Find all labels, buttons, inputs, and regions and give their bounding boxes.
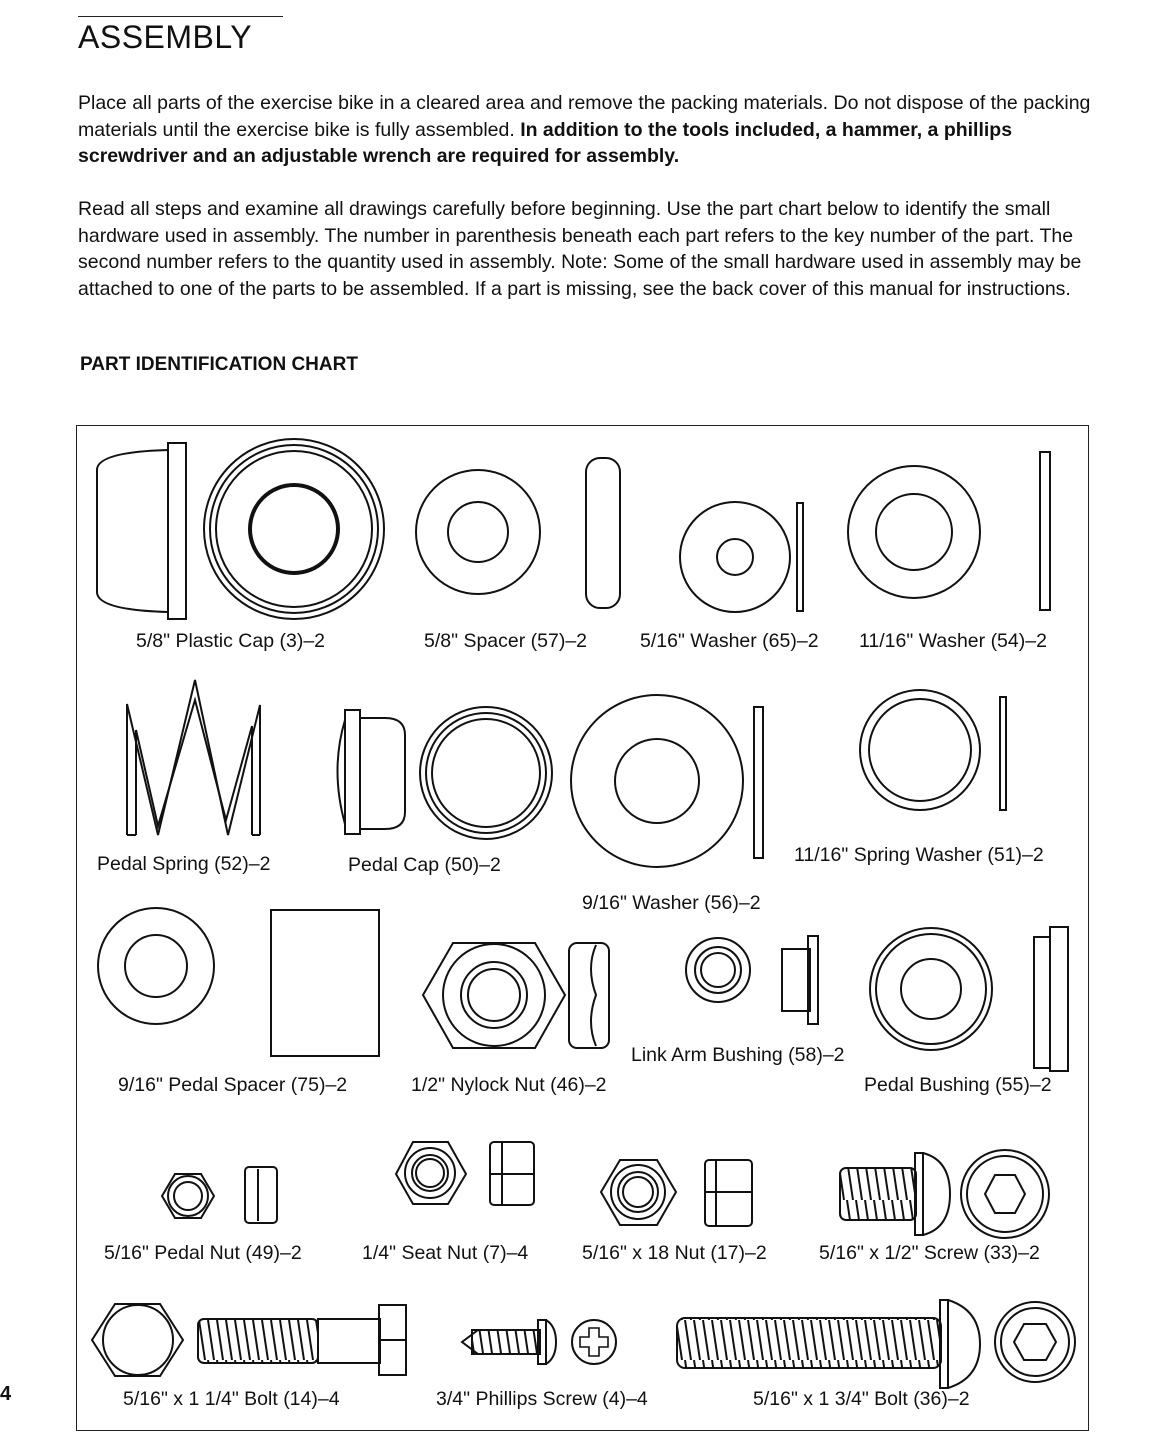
spring-icon [127, 680, 260, 835]
part-label-spacer: 5/8" Spacer (57)–2 [424, 630, 588, 652]
part-label-bolt-14: 5/16" x 1 1/4" Bolt (14)–4 [123, 1388, 340, 1410]
part-label-washer-54: 11/16" Washer (54)–2 [859, 630, 1047, 652]
pedal-spacer-icon [98, 908, 379, 1056]
screw-icon [840, 1150, 1049, 1238]
screw-icon [462, 1320, 616, 1364]
hex-nut-icon [162, 1167, 277, 1223]
part-label-spring-washer: 11/16" Spring Washer (51)–2 [794, 844, 1044, 866]
part-label-bolt-36: 5/16" x 1 3/4" Bolt (36)–2 [753, 1388, 970, 1410]
part-label-pedal-nut: 5/16" Pedal Nut (49)–2 [104, 1242, 302, 1264]
part-label-screw-33: 5/16" x 1/2" Screw (33)–2 [819, 1242, 1040, 1264]
bolt-icon [677, 1300, 1075, 1388]
spacer-icon [416, 458, 620, 608]
hex-nut-icon [396, 1142, 534, 1205]
hex-nut-icon [601, 1160, 752, 1226]
part-label-washer-65: 5/16" Washer (65)–2 [640, 630, 819, 652]
chart-title: PART IDENTIFICATION CHART [80, 354, 358, 375]
part-label-pedal-spring: Pedal Spring (52)–2 [97, 853, 271, 875]
page-number: 4 [0, 1383, 12, 1405]
plastic-cap-icon [97, 439, 384, 619]
part-label-pedal-spacer: 9/16" Pedal Spacer (75)–2 [118, 1074, 348, 1096]
bolt-icon [92, 1304, 406, 1376]
page-title: ASSEMBLY [78, 19, 253, 55]
part-label-pedal-bushing: Pedal Bushing (55)–2 [864, 1074, 1052, 1096]
washer-icon [848, 452, 1050, 610]
hex-nut-icon [423, 943, 609, 1048]
washer-icon [680, 502, 803, 612]
part-label-plastic-cap: 5/8" Plastic Cap (3)–2 [136, 630, 326, 652]
intro-paragraph-1-bold: In addition to the tools included, a hammer, a phillips screwdriver and an adjustable wrench are required for assembly. [78, 118, 1013, 167]
part-label-seat-nut: 1/4" Seat Nut (7)–4 [362, 1242, 529, 1264]
intro-paragraph-1-text: Place all parts of the exercise bike in a cleared area and remove the packing materials. Do not dispose of the packing materials until the exercise bike is fully assembled. [78, 92, 1091, 141]
part-label-washer-56: 9/16" Washer (56)–2 [582, 892, 761, 914]
washer-icon [571, 695, 763, 867]
bushing-icon [686, 936, 818, 1024]
part-label-nylock-nut: 1/2" Nylock Nut (46)–2 [411, 1074, 607, 1096]
part-label-link-arm-bushing: Link Arm Bushing (58)–2 [631, 1044, 845, 1066]
part-label-pedal-cap: Pedal Cap (50)–2 [348, 854, 501, 876]
pedal-cap-icon [338, 707, 553, 839]
part-label-phillips-screw: 3/4" Phillips Screw (4)–4 [436, 1388, 648, 1410]
spring-washer-icon [860, 690, 1006, 810]
intro-paragraph-2: Read all steps and examine all drawings carefully before beginning. Use the part chart below to identify the small hardware used in assembly. The number in parenthesis beneath each part refers to the key number of the part. The second number refers to the quantity used in assembly. Note: Some of the small hardware used in assembly may be attached to one of the parts to be assembled. If a part is missing, see the back cover of this manual for instructions. [78, 198, 1082, 300]
pedal-bushing-icon [870, 927, 1068, 1071]
part-label-nut-17: 5/16" x 18 Nut (17)–2 [582, 1242, 767, 1264]
